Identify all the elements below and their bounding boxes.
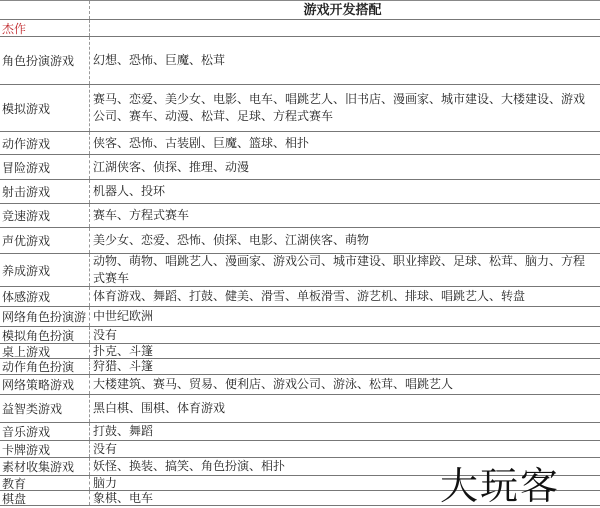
table-row [0,344,600,359]
topics-cell: 没有 [93,441,118,456]
genre-cell: 动作角色扮演 [0,359,90,374]
topics-cell: 妖怪、换装、搞笑、角色扮演、相扑 [93,459,286,473]
genre-cell: 网络策略游戏 [0,375,90,394]
section-blank-cell [90,20,600,36]
topics-cell: 狩猎、斗篷 [93,359,154,373]
topics-cell: 幻想、恐怖、巨魔、松茸 [93,53,226,67]
topics-cell: 黑白棋、围棋、体育游戏 [93,401,226,415]
table-row [0,441,600,458]
table-row [0,204,600,228]
table-row [0,287,600,307]
genre-cell: 桌上游戏 [0,344,90,358]
topics-cell: 扑克、斗篷 [93,343,154,358]
section-label: 杰作 [0,20,90,36]
genre-cell: 益智类游戏 [0,395,90,422]
table-row [0,327,600,344]
genre-cell: 教育 [0,476,90,490]
genre-cell: 射击游戏 [0,180,90,203]
topics-cell: 中世纪欧洲 [93,309,154,323]
table-row [0,155,600,180]
table-row [0,359,600,375]
table-row [0,375,600,395]
watermark-logo: 大玩客 [440,464,561,508]
genre-cell: 棋盘 [0,491,90,505]
genre-cell: 动作游戏 [0,132,90,154]
genre-cell: 网络角色扮演游 [0,307,90,326]
topics-cell: 侠客、恐怖、古装剧、巨魔、篮球、相扑 [93,135,310,150]
topics-cell: 体育游戏、舞蹈、打鼓、健美、滑雪、单板滑雪、游艺机、排球、唱跳艺人、转盘 [93,289,526,303]
topics-cell: 动物、萌物、唱跳艺人、漫画家、游戏公司、城市建设、职业摔跤、足球、松茸、脑力、方程式赛车 [93,254,586,285]
topics-cell: 大楼建筑、赛马、贸易、便利店、游戏公司、游泳、松茸、唱跳艺人 [93,377,454,391]
genre-cell: 体感游戏 [0,287,90,306]
table-row [0,307,600,327]
table-row [0,132,600,155]
genre-cell: 竞速游戏 [0,204,90,227]
topics-cell: 机器人、投环 [93,184,166,198]
table-row [0,37,600,85]
genre-cell: 素材收集游戏 [0,458,90,475]
table-row [0,395,600,423]
table-row [0,228,600,254]
genre-cell: 冒险游戏 [0,155,90,179]
table-row [0,85,600,132]
genre-cell: 角色扮演游戏 [0,37,90,84]
table-header-row [0,1,600,20]
table-row [0,423,600,441]
topics-cell: 脑力 [93,475,118,490]
genre-cell: 模拟角色扮演 [0,327,90,343]
genre-cell: 音乐游戏 [0,423,90,440]
genre-cell: 声优游戏 [0,228,90,253]
section-row [0,20,600,37]
genre-cell: 卡牌游戏 [0,441,90,457]
table-row [0,254,600,287]
topics-cell: 打鼓、舞蹈 [93,424,154,438]
topics-cell: 象棋、电车 [93,490,154,505]
table-row [0,180,600,204]
topics-cell: 赛马、恋爱、美少女、电影、电车、唱跳艺人、旧书店、漫画家、城市建设、大楼建设、游戏公司、赛车、动漫、松茸、足球、方程式赛车 [93,92,586,123]
table-title: 游戏开发搭配 [303,2,382,18]
topics-cell: 美少女、恋爱、恐怖、侦探、电影、江湖侠客、萌物 [93,233,370,247]
topics-cell: 没有 [93,327,118,342]
header-blank-cell [0,1,90,19]
topics-cell: 江湖侠客、侦探、推理、动漫 [93,159,250,174]
topics-cell: 赛车、方程式赛车 [93,208,190,222]
genre-cell: 养成游戏 [0,254,90,286]
genre-cell: 模拟游戏 [0,85,90,131]
